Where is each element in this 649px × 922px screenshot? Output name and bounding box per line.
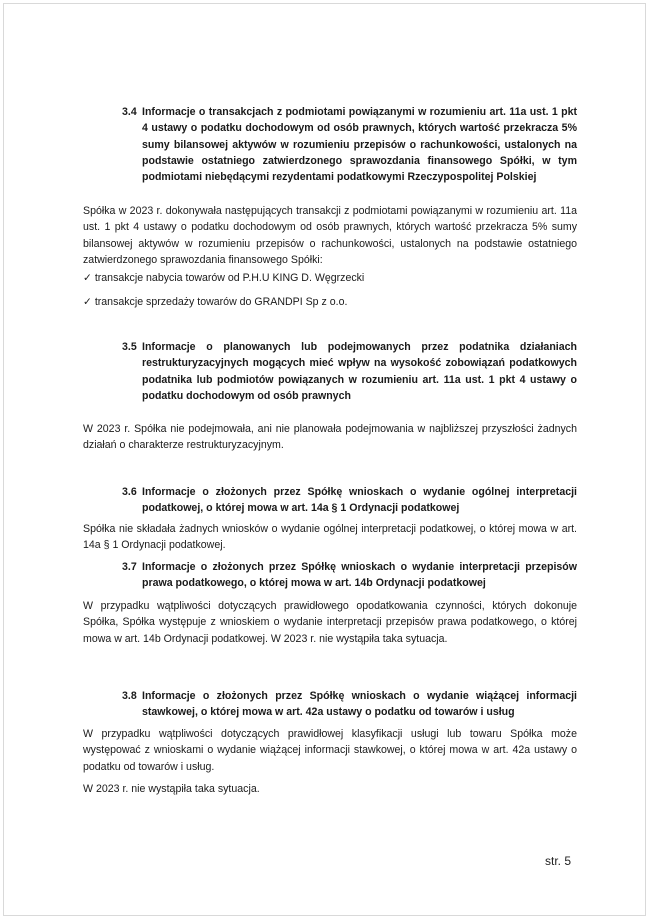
section-paragraph: W 2023 r. Spółka nie podejmowała, ani nie planowała podejmowania w najbliższej przyszłości żadnych działań o charakterze restrukturyzacyjnym. <box>83 423 577 452</box>
section-3-8-body <box>83 726 577 775</box>
section-title: Informacje o złożonych przez Spółkę wnioskach o wydanie interpretacji przepisów prawa podatkowego, o której mowa w art. 14b Ordynacji podatkowej <box>142 561 577 590</box>
section-3-5 <box>83 339 577 404</box>
list-item: ✓ transakcje nabycia towarów od P.H.U KING D. Węgrzecki <box>83 272 365 284</box>
section-heading <box>122 688 577 721</box>
section-3-7-body <box>83 598 577 647</box>
section-number: 3.7 <box>122 561 137 573</box>
section-3-5-body <box>83 421 577 454</box>
section-paragraph: Spółka nie składała żadnych wniosków o wydanie ogólnej interpretacji podatkowej, o której mowa w art. 14a § 1 Ordynacji podatkowej. <box>83 523 577 552</box>
document-page <box>3 3 646 916</box>
section-title: Informacje o planowanych lub podejmowanych przez podatnika działaniach restrukturyzacyjnych mogących mieć wpływ na wysokość zobowiązań podatkowych podatnika lub podmiotów powiązanych w rozumieniu art. 11a ust. 1 pkt 4 ustawy o podatku dochodowym od osób prawnych <box>142 341 577 402</box>
section-heading <box>122 559 577 592</box>
section-3-8 <box>83 688 577 721</box>
section-heading <box>122 484 577 517</box>
section-paragraph: W 2023 r. nie wystąpiła taka sytuacja. <box>83 783 260 795</box>
section-3-6-body <box>83 521 577 554</box>
section-heading <box>122 339 577 404</box>
transaction-list-2 <box>83 294 577 310</box>
section-3-8-body-2 <box>83 781 577 797</box>
section-3-4-body <box>83 203 577 268</box>
list-item: ✓ transakcje sprzedaży towarów do GRANDPI Sp z o.o. <box>83 296 348 308</box>
section-paragraph: W przypadku wątpliwości dotyczących prawidłowego opodatkowania czynności, których dokonuje Spółka, Spółka występuje z wnioskiem o wydanie interpretacji przepisów prawa podatkowego, o której mowa w art. 14b Ordynacji podatkowej. W 2023 r. nie wystąpiła taka sytuacja. <box>83 600 577 645</box>
section-title: Informacje o transakcjach z podmiotami powiązanymi w rozumieniu art. 11a ust. 1 pkt 4 ustawy o podatku dochodowym od osób prawnych, których wartość przekracza 5% sumy bilansowej aktywów w rozumieniu przepisów o rachunkowości, ustalonych na podstawie ostatniego zatwierdzonego sprawozdania finansowego Spółki, w tym podmiotami niebędącymi rezydentami podatkowymi Rzeczypospolitej Polskiej <box>142 106 577 184</box>
section-number: 3.8 <box>122 690 137 702</box>
section-title: Informacje o złożonych przez Spółkę wnioskach o wydanie wiążącej informacji stawkowej, o której mowa w art. 42a ustawy o podatku od towarów i usług <box>142 690 577 719</box>
section-3-7 <box>83 559 577 592</box>
section-number: 3.6 <box>122 486 137 498</box>
transaction-list <box>83 270 577 286</box>
section-title: Informacje o złożonych przez Spółkę wnioskach o wydanie ogólnej interpretacji podatkowej, o której mowa w art. 14a § 1 Ordynacji podatkowej <box>142 486 577 515</box>
section-number: 3.4 <box>122 106 137 118</box>
page-number: str. 5 <box>544 854 571 868</box>
section-number: 3.5 <box>122 341 137 353</box>
section-heading <box>122 104 577 185</box>
section-3-6 <box>83 484 577 517</box>
section-paragraph: Spółka w 2023 r. dokonywała następujących transakcji z podmiotami powiązanymi w rozumieniu art. 11a ust. 1 pkt 4 ustawy o podatku dochodowym od osób prawnych, których wartość przekracza 5% sumy bilansowej aktywów w rozumieniu przepisów o rachunkowości, ustalonych na podstawie ostatniego zatwierdzonego sprawozdania finansowego Spółki: <box>83 205 577 266</box>
section-paragraph: W przypadku wątpliwości dotyczących prawidłowej klasyfikacji usługi lub towaru Spółka może występować z wnioskami o wydanie wiążącej informacji stawkowej, o której mowa w art. 42a ustawy o podatku od towarów i usług. <box>83 728 577 773</box>
section-3-4 <box>83 104 577 185</box>
